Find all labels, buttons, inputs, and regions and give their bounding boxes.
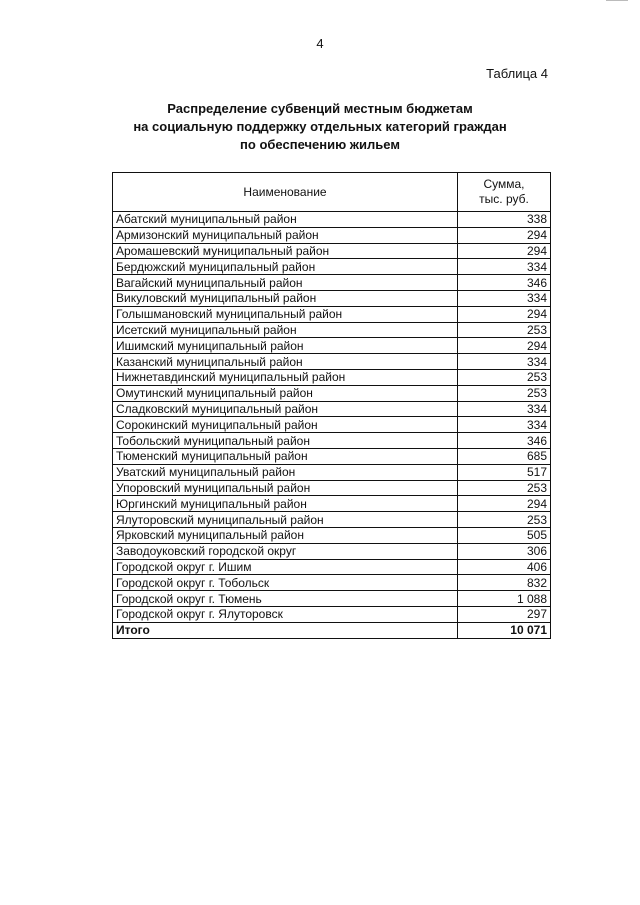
- table-row: [113, 417, 551, 433]
- row-name: Исетский муниципальный район: [113, 322, 458, 338]
- row-sum: 334: [458, 354, 551, 370]
- table-row: [113, 385, 551, 401]
- row-sum: 253: [458, 369, 551, 385]
- table-row: [113, 243, 551, 259]
- table-row: [113, 606, 551, 622]
- table-row: [113, 290, 551, 306]
- row-sum: 1 088: [458, 591, 551, 607]
- row-sum: 406: [458, 559, 551, 575]
- row-name: Вагайский муниципальный район: [113, 275, 458, 291]
- page-number: 4: [316, 36, 324, 51]
- row-name: Армизонский муниципальный район: [113, 227, 458, 243]
- table-row: [113, 433, 551, 449]
- row-name: Уватский муниципальный район: [113, 464, 458, 480]
- row-sum: 338: [458, 212, 551, 228]
- scan-corner-mark: [606, 0, 628, 5]
- row-name: Упоровский муниципальный район: [113, 480, 458, 496]
- table-row: [113, 448, 551, 464]
- row-name: Бердюжский муниципальный район: [113, 259, 458, 275]
- title-line-3: по обеспечению жильем: [240, 137, 400, 152]
- table-row: [113, 543, 551, 559]
- table-row: [113, 464, 551, 480]
- row-name: Городской округ г. Тюмень: [113, 591, 458, 607]
- row-sum: 685: [458, 448, 551, 464]
- row-name: Голышмановский муниципальный район: [113, 306, 458, 322]
- row-sum: 253: [458, 385, 551, 401]
- table-header-row: [113, 173, 551, 212]
- table-row: [113, 227, 551, 243]
- row-name: Ярковский муниципальный район: [113, 527, 458, 543]
- table-row: [113, 338, 551, 354]
- row-name: Ялуторовский муниципальный район: [113, 512, 458, 528]
- row-name: Сорокинский муниципальный район: [113, 417, 458, 433]
- row-name: Городской округ г. Ялуторовск: [113, 606, 458, 622]
- row-name: Викуловский муниципальный район: [113, 290, 458, 306]
- row-sum: 294: [458, 227, 551, 243]
- table-row: [113, 354, 551, 370]
- header-sum: [458, 173, 551, 212]
- row-sum: 294: [458, 338, 551, 354]
- row-sum: 294: [458, 496, 551, 512]
- row-sum: 505: [458, 527, 551, 543]
- row-sum: 334: [458, 290, 551, 306]
- row-name: Сладковский муниципальный район: [113, 401, 458, 417]
- row-sum: 334: [458, 259, 551, 275]
- row-sum: 334: [458, 401, 551, 417]
- table-label: Таблица 4: [486, 66, 548, 81]
- row-name: Ишимский муниципальный район: [113, 338, 458, 354]
- row-sum: 346: [458, 433, 551, 449]
- table-row: [113, 512, 551, 528]
- row-name: Казанский муниципальный район: [113, 354, 458, 370]
- row-sum: 253: [458, 512, 551, 528]
- header-sum-line-1: Сумма,: [483, 177, 525, 191]
- header-name: Наименование: [113, 173, 458, 212]
- table-body: [113, 212, 551, 639]
- title-line-1: Распределение субвенций местным бюджетам: [167, 101, 473, 116]
- row-name: Заводоуковский городской округ: [113, 543, 458, 559]
- row-name: Нижнетавдинский муниципальный район: [113, 369, 458, 385]
- subventions-table: [112, 172, 551, 639]
- table-row: [113, 575, 551, 591]
- document-title: [0, 100, 640, 154]
- row-name: Тюменский муниципальный район: [113, 448, 458, 464]
- table-row: [113, 401, 551, 417]
- table-row: [113, 591, 551, 607]
- table-row: [113, 275, 551, 291]
- table-row: [113, 480, 551, 496]
- row-sum: 253: [458, 480, 551, 496]
- row-sum: 346: [458, 275, 551, 291]
- header-sum-line-2: тыс. руб.: [479, 192, 529, 206]
- row-name: Омутинский муниципальный район: [113, 385, 458, 401]
- row-sum: 294: [458, 243, 551, 259]
- row-sum: 297: [458, 606, 551, 622]
- row-name: Тобольский муниципальный район: [113, 433, 458, 449]
- row-name: Аромашевский муниципальный район: [113, 243, 458, 259]
- row-name: Городской округ г. Ишим: [113, 559, 458, 575]
- row-name: Юргинский муниципальный район: [113, 496, 458, 512]
- row-name: Городской округ г. Тобольск: [113, 575, 458, 591]
- total-label: Итого: [113, 622, 458, 638]
- table-row: [113, 559, 551, 575]
- table-row: [113, 259, 551, 275]
- table-row: [113, 527, 551, 543]
- row-sum: 517: [458, 464, 551, 480]
- table-row: [113, 496, 551, 512]
- row-sum: 253: [458, 322, 551, 338]
- title-line-2: на социальную поддержку отдельных категорий граждан: [133, 119, 507, 134]
- table-row: [113, 369, 551, 385]
- row-sum: 832: [458, 575, 551, 591]
- row-name: Абатский муниципальный район: [113, 212, 458, 228]
- total-sum: 10 071: [458, 622, 551, 638]
- table-row: [113, 212, 551, 228]
- table-row: [113, 306, 551, 322]
- row-sum: 334: [458, 417, 551, 433]
- row-sum: 294: [458, 306, 551, 322]
- row-sum: 306: [458, 543, 551, 559]
- total-row: [113, 622, 551, 638]
- table-row: [113, 322, 551, 338]
